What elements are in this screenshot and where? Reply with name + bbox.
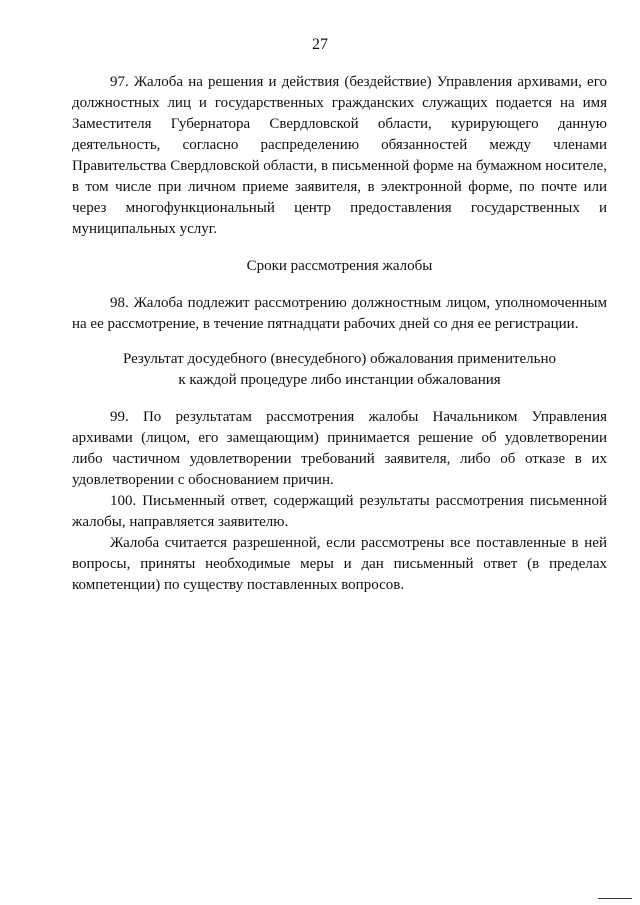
- paragraph-complaint-resolved: Жалоба считается разрешенной, если рассмотрены все поставленные в ней вопросы, приняты необходимые меры и дан письменный ответ (в пределах компетенции) по существу поставленных вопросов.: [72, 535, 607, 593]
- footer-rule: [598, 898, 632, 899]
- paragraph-97: 97. Жалоба на решения и действия (бездействие) Управления архивами, его должностных лиц и государственных гражданских служащих подается на имя Заместителя Губернатора Свердловской области, курирующего данную деятельность, согласно распределению обязанностей между членами Правительства Свердловской области, в письменной форме на бумажном носителе, в том числе при личном приеме заявителя, в электронной форме, по почте или через многофункциональный центр предоставления государственных и муниципальных услуг.: [72, 74, 607, 237]
- page-number: 27: [312, 36, 328, 53]
- paragraph-99: 99. По результатам рассмотрения жалобы Начальником Управления архивами (лицом, его замещающим) принимается решение об удовлетворении либо частичном удовлетворении требований заявителя, либо об отказе в их удовлетворении с обоснованием причин.: [72, 409, 607, 488]
- section-heading-terms: Сроки рассмотрения жалобы: [246, 258, 433, 274]
- section-heading-result-line-2: к каждой процедуре либо инстанции обжалования: [178, 372, 501, 388]
- document-body: [72, 72, 607, 596]
- paragraph-98: 98. Жалоба подлежит рассмотрению должностным лицом, уполномоченным на ее рассмотрение, в течение пятнадцати рабочих дней со дня ее регистрации.: [72, 295, 607, 332]
- paragraph-100: 100. Письменный ответ, содержащий результаты рассмотрения письменной жалобы, направляется заявителю.: [72, 493, 607, 530]
- section-heading-result-line-1: Результат досудебного (внесудебного) обжалования применительно: [122, 351, 557, 367]
- section-heading-result: [72, 349, 607, 391]
